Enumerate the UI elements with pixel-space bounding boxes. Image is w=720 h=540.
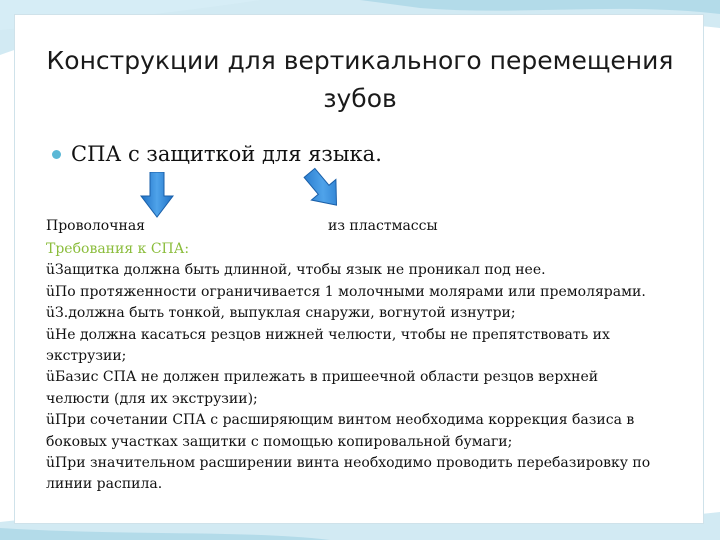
requirement-item: üЗащитка должна быть длинной, чтобы язык не проникал под нее. [46, 260, 666, 281]
requirement-item: üПри значительном расширении винта необходимо проводить перебазировку по линии распила. [46, 455, 651, 493]
type-labels [46, 218, 666, 238]
requirement-item: üБазис СПА не должен прилежать в пришеечной области резцов верхней челюсти (для их экструзии); [46, 369, 599, 407]
label-wire: Проволочная [46, 218, 145, 234]
label-plastic: из пластмассы [328, 218, 438, 234]
down-right-arrow-icon [300, 166, 346, 212]
requirement-item: üПо протяженности ограничивается 1 молочными молярами или премолярами. [46, 282, 666, 303]
check-icon: ü [46, 283, 56, 300]
check-icon: ü [46, 412, 56, 429]
check-icon: ü [46, 305, 56, 322]
requirement-item: üНе должна касаться резцов нижней челюсти, чтобы не препятствовать их экструзии; [46, 326, 610, 365]
requirement-item: üПри сочетании СПА с расширяющим винтом необходима коррекция базиса в боковых участках защитки с помощью копировальной бумаги; [46, 412, 635, 450]
requirements-block [46, 239, 666, 496]
check-icon: ü [46, 326, 56, 343]
check-icon: ü [46, 262, 56, 279]
down-arrow-icon [140, 172, 174, 218]
slide-title: Конструкции для вертикального перемещения зубов [46, 46, 674, 113]
requirement-item: üЗ.должна быть тонкой, выпуклая снаружи, вогнутой изнутри; [46, 303, 666, 324]
check-icon: ü [46, 369, 56, 386]
check-icon: ü [46, 455, 56, 472]
requirements-heading: Требования к СПА: [46, 241, 190, 257]
bullet-text: СПА с защиткой для языка. [71, 142, 382, 166]
bullet-dot-icon [52, 150, 61, 159]
